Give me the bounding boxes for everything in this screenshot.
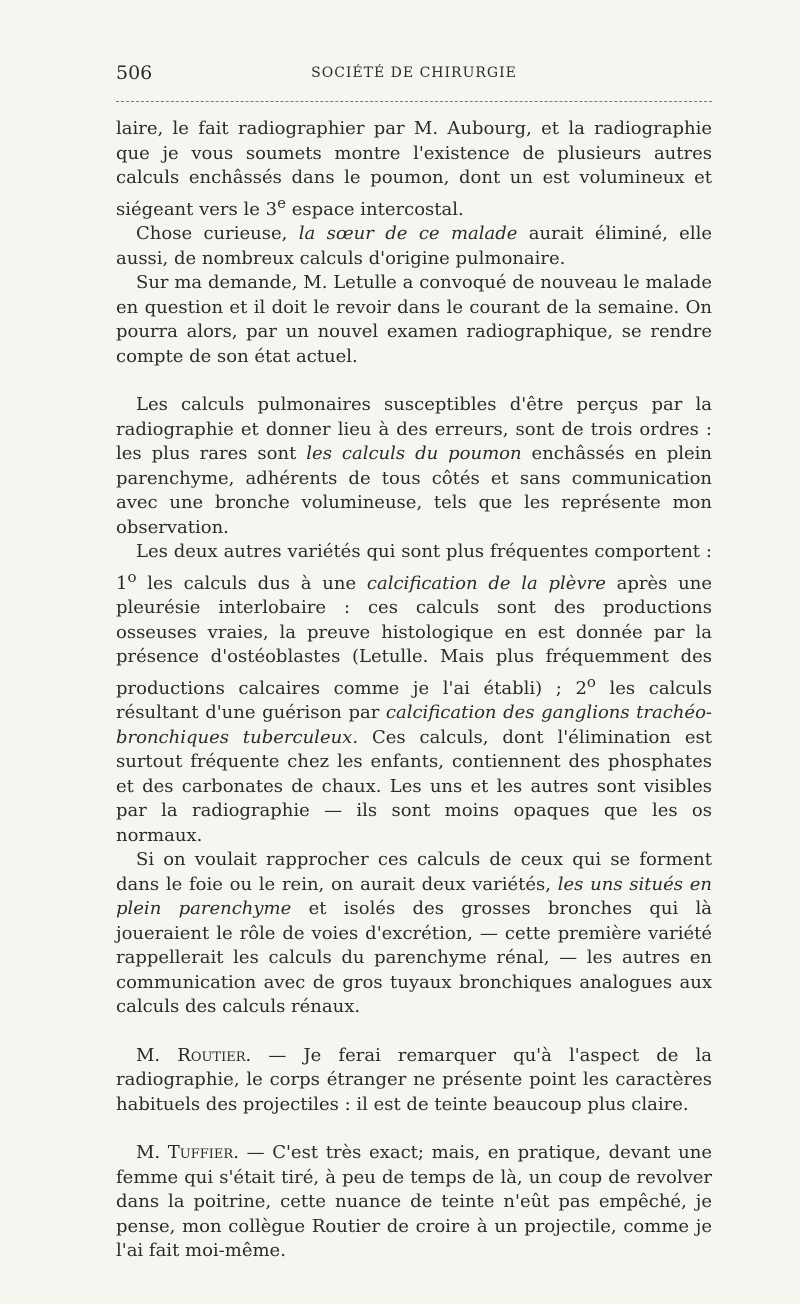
paragraph-routier: M. Routier. — Je ferai remarquer qu'à l'aspect de la radiographie, le corps étranger ne présente point les caractères habituels des projectiles : il est de teinte beaucoup plus claire. <box>116 1044 712 1115</box>
page-number: 506 <box>116 62 153 84</box>
speaker-tuffier: Tuffier <box>167 1142 234 1163</box>
paragraph-6: Si on voulait rapprocher ces calculs de ceux qui se forment dans le foie ou le rein, on aurait deux variétés, les uns situés en plein parenchyme et isolés des grosses bronches qui là joueraient le rôle de voies d'excrétion, — cette première variété rappellerait les calculs du parenchyme rénal, — les autres en communication avec de gros tuyaux bronchiques analogues aux calculs des calculs rénaux. <box>116 849 713 1017</box>
paragraph-3: Sur ma demande, M. Letulle a convoqué de nouveau le malade en question et il doit le revoir dans le courant de la semaine. On pourra alors, par un nouvel examen radiographique, se rendre compte de son état actuel. <box>116 272 712 367</box>
body-text <box>116 117 712 1264</box>
running-title: SOCIÉTÉ DE CHIRURGIE <box>311 65 517 81</box>
paragraph-tuffier: M. Tuffier. — C'est très exact; mais, en pratique, devant une femme qui s'était tiré, à peu de temps de là, un coup de revolver dans la poitrine, cette nuance de teinte n'eût pas empêché, je pense, mon collègue Routier de croire à un projectile, comme je l'ai fait moi-même. <box>116 1142 712 1261</box>
paragraph-1: laire, le fait radiographier par M. Aubourg, et la radiographie que je vous soumets montre l'existence de plusieurs autres calculs enchâssés dans le poumon, dont un est volumineux et siégeant vers le 3e espace intercostal. <box>116 118 712 220</box>
header-rule <box>116 101 712 102</box>
speaker-routier: Routier <box>177 1044 246 1066</box>
paragraph-5: Les deux autres variétés qui sont plus fréquentes comportent : 1$^o$ les calculs dus à une calcification de la plèvre après une pleurésie interlobaire : ces calculs sont des productions osseuses vraies, la preuve histologique en est donnée par la présence d'ostéoblastes (Letulle. Mais plus fréquemment des productions calcaires comme je l'ai établi) ; 2$^o$ les calculs résultant d'une guérison par calcification des ganglions trachéo-bronchiques tuberculeux. Ces calculs, dont l'élimination est surtout fréquente chez les enfants, contiennent des phosphates et des carbonates de chaux. Les uns et les autres sont visibles par la radiographie — ils sont moins opaques que les os normaux. <box>116 541 713 846</box>
paragraph-4: Les calculs pulmonaires susceptibles d'être perçus par la radiographie et donner lieu à des erreurs, sont de trois ordres : les plus rares sont les calculs du poumon enchâssés en plein parenchyme, adhérents de tous côtés et sans communication avec une bronche volumineuse, tels que les représente mon observation. <box>116 394 712 538</box>
page-header <box>116 62 712 86</box>
paragraph-2: Chose curieuse, la sœur de ce malade aurait éliminé, elle aussi, de nombreux calculs d'origine pulmonaire. <box>116 223 712 269</box>
